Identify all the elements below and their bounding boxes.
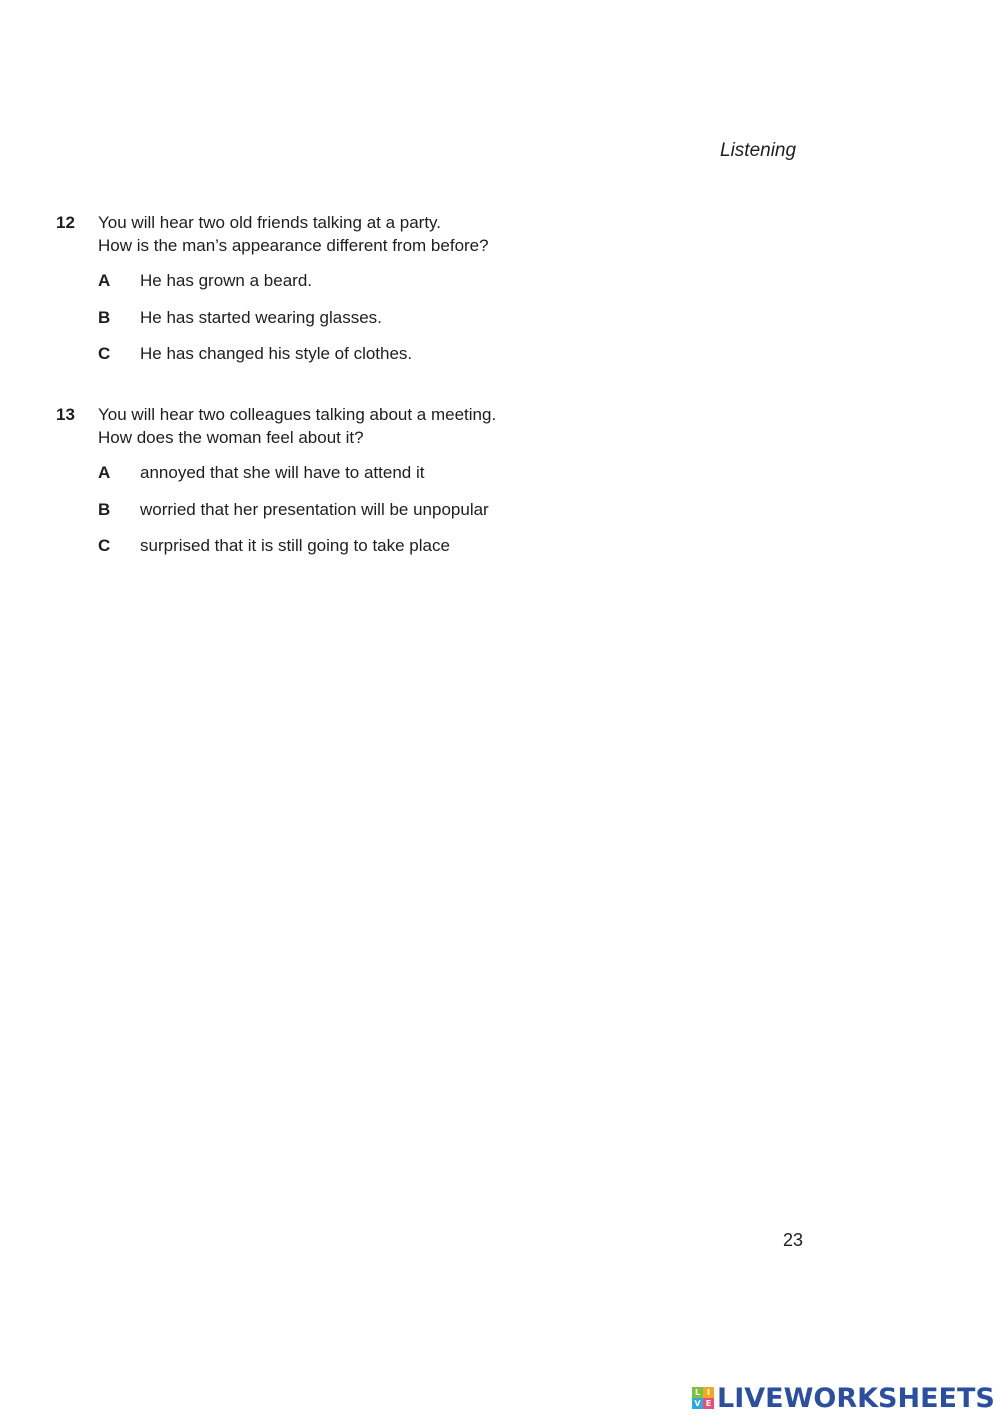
option-text: He has changed his style of clothes. <box>140 344 413 363</box>
option-text: He has grown a beard. <box>140 271 312 290</box>
question-text-line2: How does the woman feel about it? <box>98 428 364 447</box>
question-text-line1: You will hear two colleagues talking about a meeting. <box>98 405 497 424</box>
question-text <box>98 211 489 257</box>
liveworksheets-logo-icon <box>692 1387 714 1409</box>
option-letter: A <box>98 271 111 290</box>
logo-cell: E <box>703 1398 714 1409</box>
question-text <box>98 403 496 449</box>
logo-cell: L <box>692 1387 703 1398</box>
section-title: Listening <box>720 140 797 161</box>
logo-cell: V <box>692 1398 703 1409</box>
option-text: annoyed that she will have to attend it <box>140 463 425 482</box>
option-text: worried that her presentation will be unpopular <box>140 500 489 519</box>
liveworksheets-brand <box>692 1382 995 1414</box>
question-number: 12 <box>56 213 75 232</box>
option-letter: B <box>98 500 111 519</box>
option-text: He has started wearing glasses. <box>140 308 382 327</box>
page-number: 23 <box>783 1230 804 1250</box>
brand-name: LIVEWORKSHEETS <box>717 1382 995 1414</box>
option-letter: A <box>98 463 111 482</box>
question-text-line2: How is the man’s appearance different from before? <box>98 236 489 255</box>
option-letter: C <box>98 536 111 555</box>
question-number: 13 <box>56 405 75 424</box>
question-text-line1: You will hear two old friends talking at a party. <box>98 213 442 232</box>
logo-cell: I <box>703 1387 714 1398</box>
option-text: surprised that it is still going to take place <box>140 536 450 555</box>
option-letter: C <box>98 344 111 363</box>
option-letter: B <box>98 308 111 327</box>
